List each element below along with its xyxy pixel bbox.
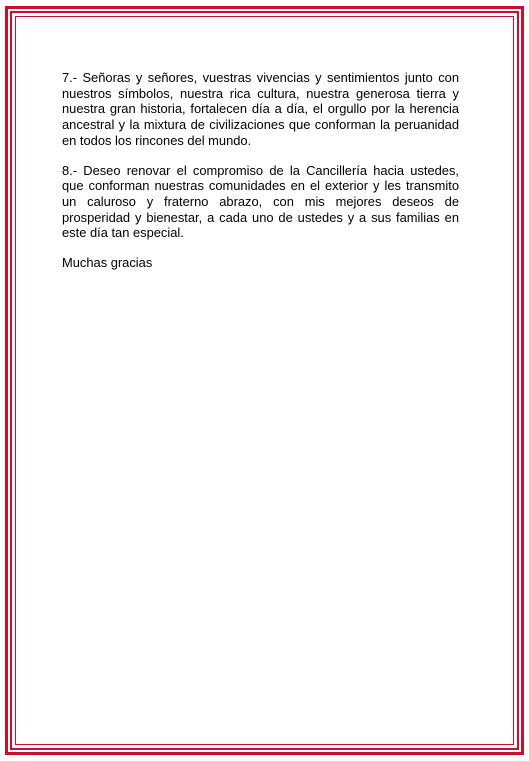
document-body: [62, 70, 459, 271]
paragraph-7: 7.- Señoras y señores, vuestras vivencias y sentimientos junto con nuestros símbolos, nuestra rica cultura, nuestra generosa tierra y nuestra gran historia, fortalecen día a día, el orgullo por la herencia ancestral y la mixtura de civilizaciones que conforman la peruanidad en todos los rincones del mundo.: [62, 70, 459, 148]
paragraph-8: 8.- Deseo renovar el compromiso de la Cancillería hacia ustedes, que conforman nuestras comunidades en el exterior y les transmito un caluroso y fraterno abrazo, con mis mejores deseos de prosperidad y bienestar, a cada uno de ustedes y a sus familias en este día tan especial.: [62, 162, 459, 241]
closing-text: Muchas gracias: [62, 255, 153, 271]
